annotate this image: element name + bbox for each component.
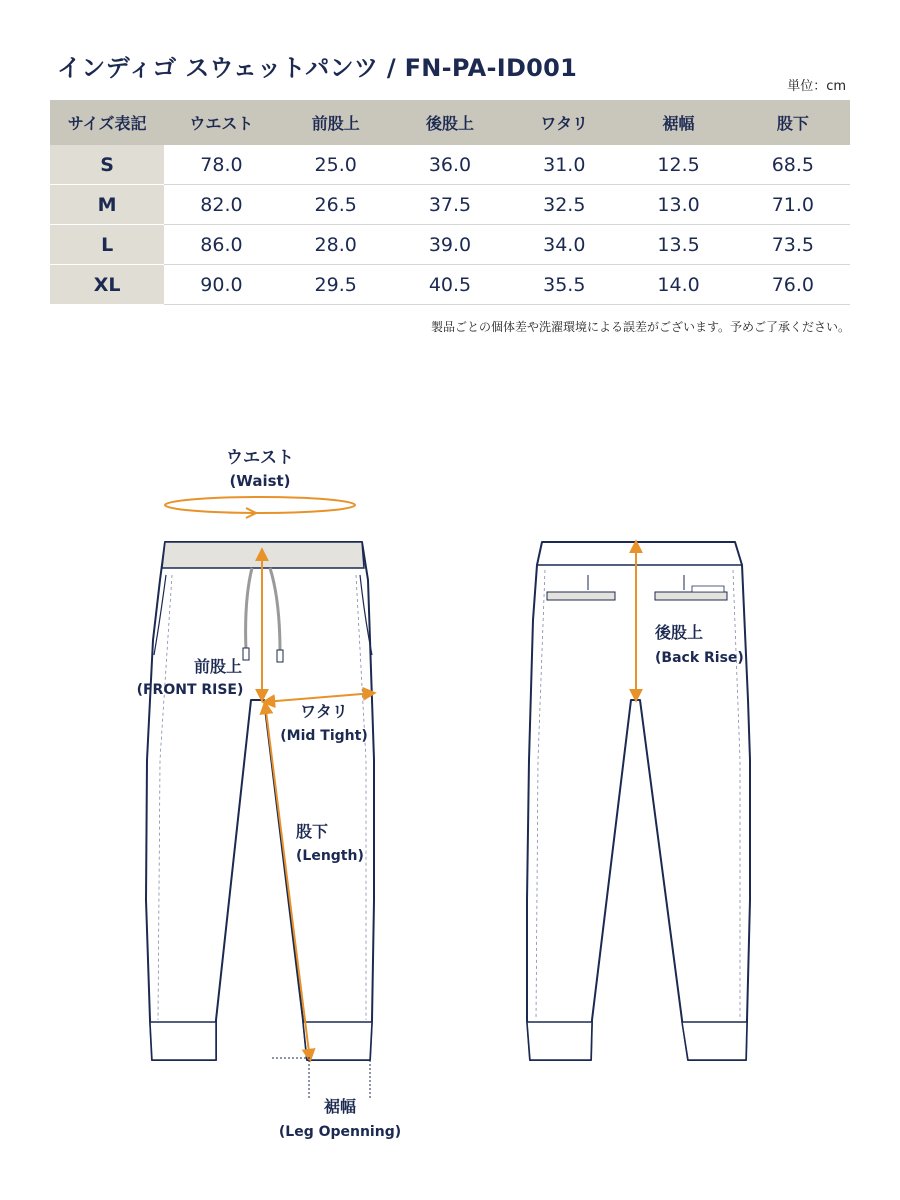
back-right-cuff (682, 1022, 747, 1060)
table-cell: 31.0 (507, 145, 621, 185)
page-title: インディゴ スウェットパンツ / FN-PA-ID001 (57, 54, 578, 82)
table-cell: 25.0 (279, 145, 393, 185)
column-header: 股下 (736, 100, 850, 145)
table-cell: 39.0 (393, 225, 507, 265)
leg-opening-label-jp: 裾幅 (323, 1097, 357, 1116)
table-cell: 78.0 (164, 145, 278, 185)
column-header: サイズ表記 (50, 100, 164, 145)
table-cell: 34.0 (507, 225, 621, 265)
table-cell: 76.0 (736, 265, 850, 305)
column-header: 後股上 (393, 100, 507, 145)
length-label-en: (Length) (296, 848, 364, 864)
column-header: 裾幅 (621, 100, 735, 145)
back-left-pocket (547, 592, 615, 600)
table-cell: 36.0 (393, 145, 507, 185)
column-header: 前股上 (279, 100, 393, 145)
table-cell: 13.5 (621, 225, 735, 265)
drawstring-tip-right (277, 650, 283, 662)
size-cell: XL (50, 265, 164, 305)
back-pants-outline (527, 542, 750, 1060)
back-pants-illustration (527, 542, 750, 1060)
mid-tight-label-jp: ワタリ (300, 702, 348, 721)
disclaimer-note: 製品ごとの個体差や洗濯環境による誤差がございます。予めご了承ください。 (430, 320, 850, 334)
table-cell: 12.5 (621, 145, 735, 185)
table-cell: 28.0 (279, 225, 393, 265)
front-right-cuff (303, 1022, 372, 1060)
back-rise-label-en: (Back Rise) (655, 650, 744, 666)
back-rise-label-jp: 後股上 (655, 623, 704, 642)
table-cell: 14.0 (621, 265, 735, 305)
table-cell: 68.5 (736, 145, 850, 185)
table-cell: 40.5 (393, 265, 507, 305)
table-cell: 35.5 (507, 265, 621, 305)
size-cell: L (50, 225, 164, 265)
back-brand-tag (692, 586, 724, 592)
table-cell: 71.0 (736, 185, 850, 225)
waist-loop-indicator (165, 497, 355, 513)
table-cell: 90.0 (164, 265, 278, 305)
unit-label: 単位：cm (787, 79, 846, 94)
front-left-cuff (150, 1022, 216, 1060)
column-header: ワタリ (507, 100, 621, 145)
waist-label-en: (Waist) (229, 472, 291, 490)
front-pants-outline (146, 542, 374, 1060)
back-right-pocket (655, 592, 727, 600)
table-cell: 86.0 (164, 225, 278, 265)
leg-opening-label-en: (Leg Openning) (278, 1124, 402, 1140)
length-label-jp: 股下 (296, 822, 329, 841)
column-header: ウエスト (164, 100, 278, 145)
size-cell: M (50, 185, 164, 225)
waist-label-jp: ウエスト (226, 448, 294, 468)
table-cell: 73.5 (736, 225, 850, 265)
size-cell: S (50, 145, 164, 185)
table-cell: 32.5 (507, 185, 621, 225)
table-cell: 37.5 (393, 185, 507, 225)
front-pants-illustration (146, 542, 374, 1060)
front-rise-label-en: (FRONT RISE) (136, 682, 244, 698)
table-cell: 82.0 (164, 185, 278, 225)
mid-tight-label-en: (Mid Tight) (280, 728, 368, 744)
table-cell: 13.0 (621, 185, 735, 225)
front-rise-label-jp: 前股上 (193, 657, 243, 676)
table-cell: 26.5 (279, 185, 393, 225)
drawstring-tip-left (243, 648, 249, 660)
table-cell: 29.5 (279, 265, 393, 305)
back-left-cuff (527, 1022, 592, 1060)
